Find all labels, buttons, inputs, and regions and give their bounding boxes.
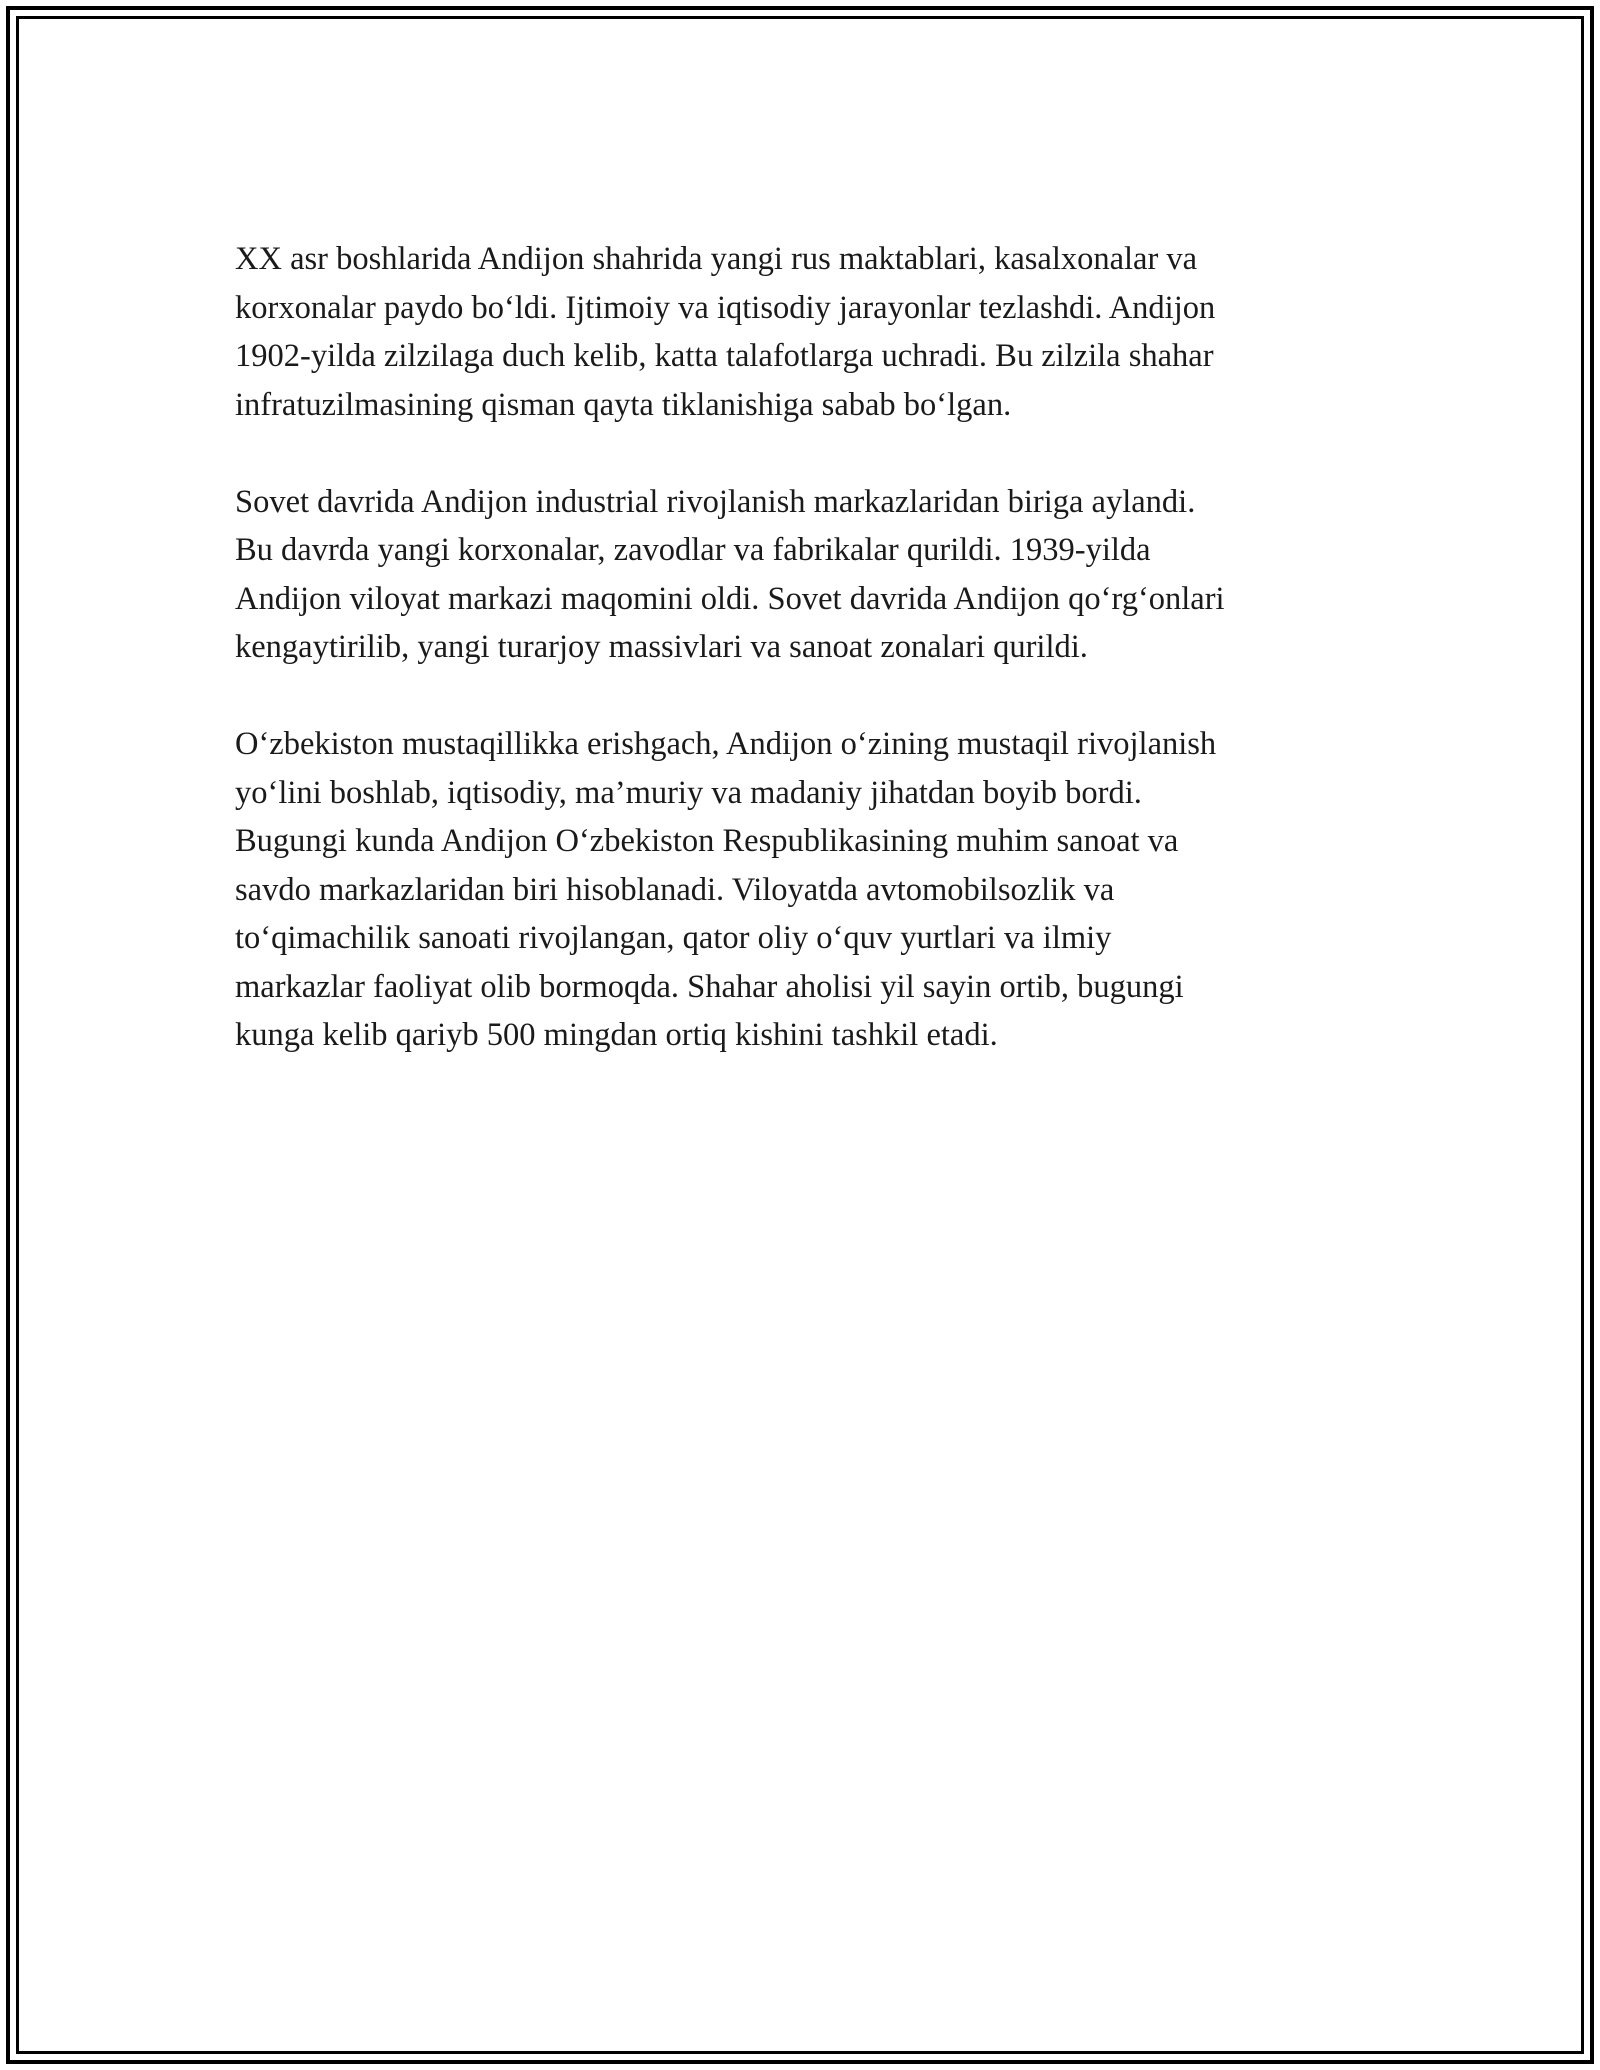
paragraph-2: Sovet davrida Andijon industrial rivojlanish markazlaridan biriga aylandi. Bu davrda yangi korxonalar, zavodlar va fabrikalar qurildi. 1939-yilda Andijon viloyat markazi maqomini oldi. Sovet davrida Andijon qo‘rg‘onlari kengaytirilib, yangi turarjoy massivlari va sanoat zonalari qurildi. — [235, 483, 1225, 665]
paragraph-3: O‘zbekiston mustaqillikka erishgach, Andijon o‘zining mustaqil rivojlanish yo‘lini boshlab, iqtisodiy, ma’muriy va madaniy jihatdan boyib bordi. Bugungi kunda Andijon O‘zbekiston Respublikasining muhim sanoat va savdo markazlaridan biri hisoblanadi. Viloyatda avtomobilsozlik va to‘qimachilik sanoati rivojlangan, qator oliy o‘quv yurtlari va ilmiy markazlar faoliyat olib bormoqda. Shahar aholisi yil sayin ortib, bugungi kunga kelib qariyb 500 mingdan ortiq kishini tashkil etadi. — [235, 726, 1217, 1053]
paragraph-1: XX asr boshlarida Andijon shahrida yangi rus maktablari, kasalxonalar va korxonalar paydo bo‘ldi. Ijtimoiy va iqtisodiy jarayonlar tezlashdi. Andijon 1902-yilda zilzilaga duch kelib, katta talafotlarga uchradi. Bu zilzila shahar infratuzilmasining qisman qayta tiklanishiga sabab bo‘lgan. — [235, 241, 1216, 423]
document-body — [235, 235, 1375, 1108]
